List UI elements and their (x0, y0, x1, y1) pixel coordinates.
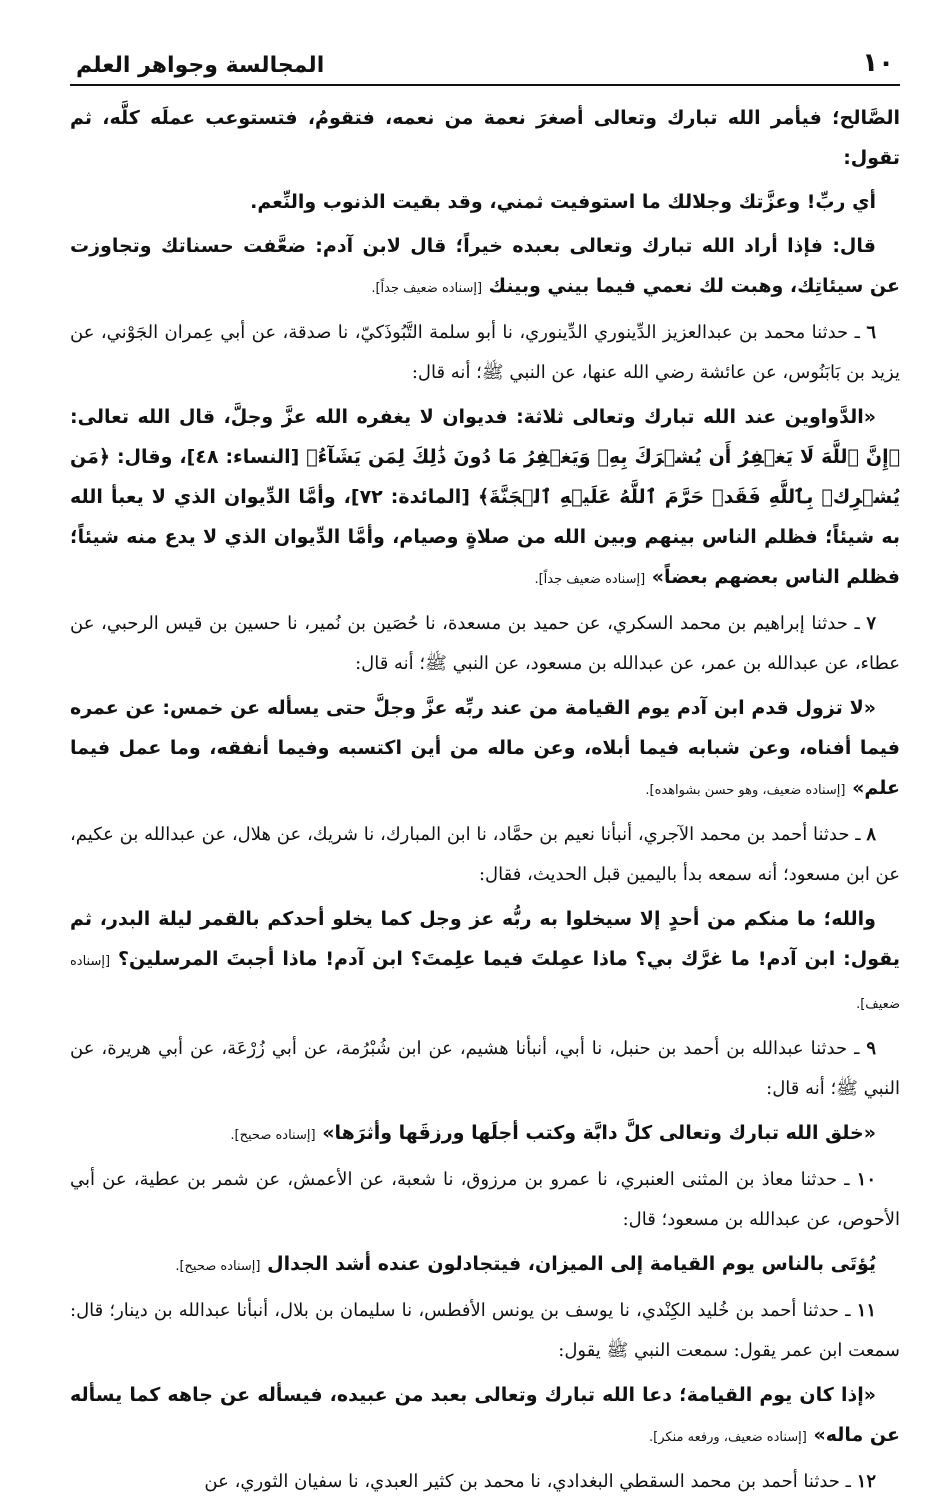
grading-note: [إسناده ضعيف جداً]. (371, 281, 483, 296)
hadith-number: ١٠ (856, 1169, 876, 1190)
paragraph-text: ـ حدثنا إبراهيم بن محمد السكري، عن حميد بن مسعدة، نا حُصَين بن نُمير، نا حسين بن قيس الرحبي، عن عطاء، عن عبدالله بن عمر، عن عبدالله بن مسعود، عن النبي ﷺ؛ أنه قال: (70, 613, 900, 674)
paragraph-15 (70, 1462, 900, 1502)
paragraph-text: ـ حدثنا محمد بن عبدالعزيز الدِّينوري الدِّينوري، نا أبو سلمة التَّبُوذَكيّ، نا صدقة، عن أبي عِمران الجَوْني، عن يزيد بن بَابَنُوس، عن عائشة رضي الله عنها، عن النبي ﷺ؛ أنه قال: (70, 322, 900, 383)
grading-note: [إسناده ضعيف، وهو حسن بشواهده]. (645, 783, 846, 798)
paragraph-text: أي ربِّ! وعزَّتك وجلالك ما استوفيت ثمني، وقد بقيت الذنوب والنِّعم. (250, 191, 876, 213)
paragraph-text: «إذا كان يوم القيامة؛ دعا الله تبارك وتعالى بعبد من عبيده، فيسأله عن جاهه كما يسأله عن ماله» (70, 1384, 900, 1446)
running-title: المجالسة وجواهر العلم (76, 53, 325, 78)
grading-note: [إسناده صحيح]. (230, 1128, 316, 1143)
paragraph-text: «الدَّواوين عند الله تبارك وتعالى ثلاثة: فديوان لا يغفره الله عزَّ وجلَّ، قال الله تعالى: ﴿إِنَّ ٱللَّهَ لَا يَغۡفِرُ أَن يُشۡرَكَ بِهِۦ وَيَغۡفِرُ مَا دُونَ ذَٰلِكَ لِمَن يَشَآءُ﴾ [النساء: ٤٨]، وقال: ﴿مَن يُشۡرِكۡ بِٱللَّهِ فَقَدۡ حَرَّمَ ٱللَّهُ عَلَيۡهِ ٱلۡجَنَّةَ﴾ [المائدة: ٧٢]، وأمَّا الدِّيوان الذي لا يعبأ الله به شيئاً؛ فظلم الناس بينهم وبين الله من صلاةٍ وصيام، وأمَّا الدِّيوان الذي لا يدع منه شيئاً؛ فظلم الناس بعضهم بعضاً» (70, 406, 900, 588)
paragraph-5 (70, 604, 900, 684)
paragraph-text: ـ حدثنا أحمد بن محمد الآجري، أنبأنا نعيم بن حمَّاد، نا ابن المبارك، نا شريك، عن هلال، عن عبدالله بن عكيم، عن ابن مسعود؛ أنه سمعه بدأ باليمين قبل الحديث، فقال: (70, 824, 900, 885)
paragraph-8 (70, 899, 900, 1025)
paragraph-text: ـ حدثنا عبدالله بن أحمد بن حنبل، نا أبي، أنبأنا هشيم، عن ابن شُبْرُمة، عن أبي زُرْعَة، عن أبي هريرة، عن النبي ﷺ؛ أنه قال: (70, 1038, 900, 1099)
grading-note: [إسناده ضعيف]. (70, 954, 900, 1012)
hadith-number: ٩ (866, 1038, 876, 1059)
paragraph-text: ـ حدثنا أحمد بن خُليد الكِنْدي، نا يوسف بن يونس الأفطس، نا سليمان بن بلال، أنبأنا عبدالله بن دينار؛ قال: سمعت ابن عمر يقول: سمعت النبي ﷺ يقول: (70, 1300, 900, 1361)
hadith-number: ١٢ (856, 1471, 876, 1492)
page-number: ١٠ (862, 48, 894, 78)
paragraph-text: والله؛ ما منكم من أحدٍ إلا سيخلوا به ربُّه عز وجل كما يخلو أحدكم بالقمر ليلة البدر، ثم يقول: ابن آدم! ما غرَّك بي؟ ماذا عمِلتَ فيما علِمتَ؟ ابن آدم! ماذا أجبتَ المرسلين؟ (70, 908, 900, 970)
book-page (70, 30, 900, 1492)
paragraph-text: «خلق الله تبارك وتعالى كلَّ دابَّة وكتب أجلَها ورزقَها وأثرَها» (322, 1122, 876, 1144)
paragraph-12 (70, 1244, 900, 1287)
grading-note: [إسناده ضعيف، ورفعه منكر]. (649, 1430, 807, 1445)
paragraph-11 (70, 1160, 900, 1240)
paragraph-10 (70, 1113, 900, 1156)
paragraph-text: ـ حدثنا أحمد بن محمد السقطي البغدادي، نا محمد بن كثير العبدي، نا سفيان الثوري، عن (204, 1471, 851, 1492)
page-body (70, 86, 900, 1502)
paragraph-text: الصَّالح؛ فيأمر الله تبارك وتعالى أصغرَ نعمة من نعمه، فتقومُ، فتستوعب عملَه كلَّه، ثم تقول: (70, 107, 900, 169)
page-header (70, 30, 900, 86)
paragraph-9 (70, 1029, 900, 1109)
paragraph-text: قال: فإذا أراد الله تبارك وتعالى بعبده خيراً؛ قال لابن آدم: ضعَّفت حسناتك وتجاوزت عن سيئاتِك، وهبت لك نعمي فيما بيني وبينك (70, 235, 900, 297)
paragraph-6 (70, 688, 900, 811)
grading-note: [إسناده ضعيف جداً]. (534, 572, 646, 587)
paragraph-text: ـ حدثنا معاذ بن المثنى العنبري، نا عمرو بن مرزوق، نا شعبة، عن الأعمش، عن شمر بن عطية، عن أبي الأحوص، عن عبدالله بن مسعود؛ قال: (70, 1169, 900, 1230)
hadith-number: ٦ (866, 322, 876, 343)
paragraph-text: «لا تزول قدم ابن آدم يوم القيامة من عند ربِّه عزَّ وجلَّ حتى يسأله عن خمس: عن عمره فيما أفناه، وعن شبابه فيما أبلاه، وعن ماله من أين اكتسبه وفيما أنفقه، وما عمل فيما علم» (70, 697, 900, 799)
paragraph-13 (70, 1291, 900, 1371)
paragraph-text: يُؤتَى بالناس يوم القيامة إلى الميزان، فيتجادلون عنده أشد الجدال (267, 1253, 876, 1275)
paragraph-1 (70, 182, 900, 222)
hadith-number: ٨ (866, 824, 876, 845)
grading-note: [إسناده صحيح]. (175, 1259, 261, 1274)
paragraph-3 (70, 313, 900, 393)
hadith-number: ٧ (866, 613, 876, 634)
paragraph-2 (70, 226, 900, 309)
hadith-number: ١١ (856, 1300, 876, 1321)
paragraph-0 (70, 98, 900, 178)
paragraph-7 (70, 815, 900, 895)
paragraph-14 (70, 1375, 900, 1458)
paragraph-4 (70, 397, 900, 600)
